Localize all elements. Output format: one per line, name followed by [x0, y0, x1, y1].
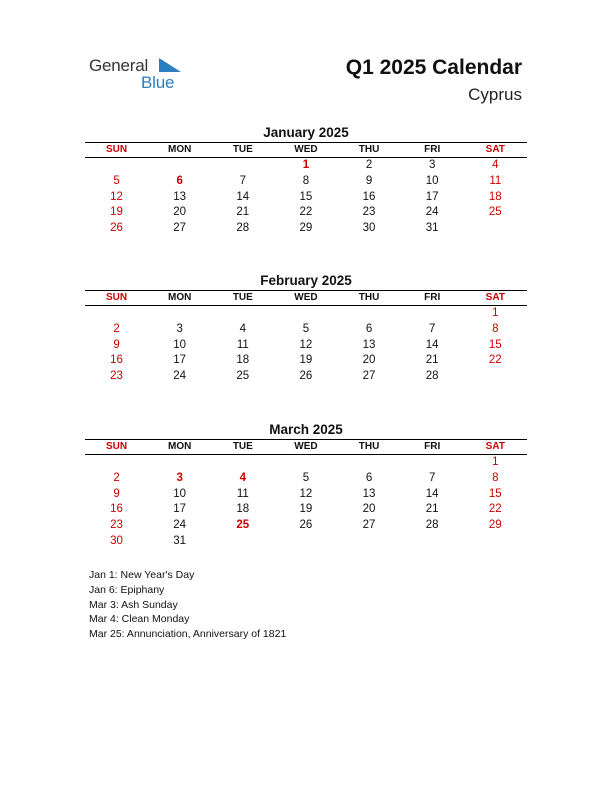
- day-cell: 22: [488, 354, 502, 367]
- weekday-mon: MON: [168, 441, 192, 452]
- day-cell: 17: [425, 190, 439, 203]
- day-cell: 16: [110, 354, 123, 367]
- day-cell: 11: [236, 338, 249, 351]
- day-cell: 14: [425, 338, 439, 351]
- month-january: [85, 124, 527, 237]
- weekday-thu: THU: [358, 292, 380, 303]
- day-cell: 26: [299, 519, 313, 532]
- day-cell: 26: [299, 370, 313, 383]
- holiday-item: Mar 4: Clean Monday: [89, 613, 190, 626]
- weekday-mon: MON: [168, 292, 192, 303]
- month-title: January 2025: [263, 125, 349, 140]
- day-cell: 1: [492, 307, 499, 319]
- day-cell: 8: [492, 471, 499, 484]
- weekday-header: [85, 439, 527, 455]
- month-grid: [85, 306, 527, 385]
- week-row: [85, 534, 527, 550]
- holiday-list: [89, 568, 529, 646]
- day-cell: 23: [362, 206, 376, 219]
- week-row: [85, 338, 527, 354]
- weekday-header: [85, 290, 527, 306]
- month-february: [85, 272, 527, 385]
- day-cell: 16: [362, 190, 376, 203]
- week-row: [85, 205, 527, 221]
- day-cell: 24: [425, 206, 439, 219]
- day-cell: 29: [299, 222, 313, 235]
- weekday-fri: FRI: [424, 292, 441, 303]
- empty-day-cell: [85, 158, 148, 174]
- empty-day-cell: [274, 455, 337, 471]
- week-row: [85, 487, 527, 503]
- weekday-tue: TUE: [232, 144, 253, 155]
- empty-day-cell: [274, 306, 337, 322]
- day-cell: 6: [176, 174, 183, 187]
- holiday-item: Mar 3: Ash Sunday: [89, 598, 178, 611]
- weekday-fri: FRI: [424, 144, 441, 155]
- empty-day-cell: [211, 534, 274, 550]
- day-cell: 23: [110, 519, 123, 532]
- day-cell: 12: [299, 338, 313, 351]
- day-cell: 19: [299, 354, 313, 367]
- day-cell: 16: [110, 503, 123, 516]
- day-cell: 13: [362, 338, 376, 351]
- week-row: [85, 518, 527, 534]
- weekday-thu: THU: [358, 144, 380, 155]
- day-cell: 18: [236, 354, 250, 367]
- weekday-header: [85, 142, 527, 158]
- week-row: [85, 471, 527, 487]
- day-cell: 20: [173, 206, 187, 219]
- day-cell: 15: [488, 487, 502, 500]
- weekday-tue: TUE: [232, 441, 253, 452]
- day-cell: 2: [365, 159, 373, 171]
- weekday-thu: THU: [358, 441, 380, 452]
- day-cell: 8: [302, 174, 310, 187]
- empty-day-cell: [85, 306, 148, 322]
- day-cell: 25: [488, 206, 502, 219]
- empty-day-cell: [148, 306, 211, 322]
- weekday-wed: WED: [294, 144, 318, 155]
- day-cell: 9: [113, 487, 120, 500]
- month-grid: [85, 158, 527, 237]
- weekday-sat: SAT: [485, 441, 505, 452]
- empty-day-cell: [464, 534, 527, 550]
- day-cell: 5: [302, 471, 310, 484]
- day-cell: 10: [425, 174, 439, 187]
- day-cell: 13: [173, 190, 187, 203]
- month-grid: [85, 455, 527, 550]
- week-row: [85, 369, 527, 385]
- empty-day-cell: [85, 455, 148, 471]
- day-cell: 22: [299, 206, 313, 219]
- day-cell: 9: [113, 338, 120, 351]
- day-cell: 15: [299, 190, 313, 203]
- holiday-item: Jan 6: Epiphany: [89, 583, 165, 596]
- weekday-sun: SUN: [106, 292, 128, 303]
- day-cell: 5: [302, 322, 310, 335]
- day-cell: 4: [239, 322, 247, 335]
- day-cell: 22: [488, 503, 502, 516]
- day-cell: 25: [236, 519, 250, 532]
- empty-day-cell: [464, 221, 527, 237]
- day-cell: 4: [239, 471, 247, 484]
- day-cell: 18: [488, 190, 502, 203]
- day-cell: 28: [236, 222, 250, 235]
- day-cell: 1: [492, 456, 499, 468]
- day-cell: 11: [236, 487, 249, 500]
- month-title: March 2025: [269, 422, 343, 437]
- weekday-wed: WED: [294, 292, 318, 303]
- day-cell: 5: [113, 174, 120, 187]
- day-cell: 6: [365, 322, 373, 335]
- weekday-sun: SUN: [106, 144, 128, 155]
- day-cell: 3: [176, 471, 183, 484]
- day-cell: 20: [362, 503, 376, 516]
- empty-day-cell: [148, 158, 211, 174]
- logo-text-blue: Blue: [141, 73, 175, 92]
- week-row: [85, 353, 527, 369]
- week-row: [85, 190, 527, 206]
- empty-day-cell: [401, 306, 464, 322]
- day-cell: 12: [110, 190, 123, 203]
- day-cell: 6: [365, 471, 373, 484]
- empty-day-cell: [211, 306, 274, 322]
- day-cell: 30: [110, 534, 123, 547]
- week-row: [85, 174, 527, 190]
- empty-day-cell: [148, 455, 211, 471]
- empty-day-cell: [338, 534, 401, 550]
- day-cell: 1: [302, 159, 310, 171]
- day-cell: 19: [299, 503, 313, 516]
- empty-day-cell: [338, 306, 401, 322]
- day-cell: 29: [488, 519, 502, 532]
- day-cell: 31: [425, 222, 439, 235]
- month-title: February 2025: [260, 273, 352, 288]
- day-cell: 14: [236, 190, 250, 203]
- day-cell: 21: [425, 503, 439, 516]
- day-cell: 24: [173, 370, 187, 383]
- day-cell: 4: [492, 159, 499, 171]
- day-cell: 20: [362, 354, 376, 367]
- holiday-item: Mar 25: Annunciation, Anniversary of 1821: [89, 628, 287, 641]
- day-cell: 7: [428, 471, 436, 484]
- empty-day-cell: [211, 158, 274, 174]
- weekday-sun: SUN: [106, 441, 128, 452]
- day-cell: 15: [488, 338, 502, 351]
- day-cell: 11: [489, 174, 502, 187]
- day-cell: 18: [236, 503, 250, 516]
- day-cell: 7: [428, 322, 436, 335]
- day-cell: 2: [113, 322, 120, 335]
- week-row: [85, 158, 527, 174]
- day-cell: 17: [173, 503, 187, 516]
- day-cell: 28: [425, 519, 439, 532]
- day-cell: 21: [425, 354, 439, 367]
- empty-day-cell: [338, 455, 401, 471]
- day-cell: 10: [173, 487, 187, 500]
- day-cell: 10: [173, 338, 187, 351]
- empty-day-cell: [464, 369, 527, 385]
- day-cell: 7: [239, 174, 247, 187]
- week-row: [85, 322, 527, 338]
- day-cell: 13: [362, 487, 376, 500]
- weekday-sat: SAT: [485, 292, 505, 303]
- empty-day-cell: [401, 455, 464, 471]
- day-cell: 2: [113, 471, 120, 484]
- day-cell: 17: [173, 354, 187, 367]
- weekday-wed: WED: [294, 441, 318, 452]
- day-cell: 25: [236, 370, 250, 383]
- day-cell: 12: [299, 487, 313, 500]
- weekday-mon: MON: [168, 144, 192, 155]
- week-row: [85, 455, 527, 471]
- week-row: [85, 221, 527, 237]
- country-name: Cyprus: [468, 85, 522, 104]
- generalblue-logo: [89, 56, 199, 96]
- day-cell: 28: [425, 370, 439, 383]
- day-cell: 19: [110, 206, 123, 219]
- day-cell: 14: [425, 487, 439, 500]
- day-cell: 27: [362, 519, 376, 532]
- logo-flag-icon: [159, 58, 181, 72]
- day-cell: 26: [110, 222, 123, 235]
- holiday-item: Jan 1: New Year's Day: [89, 569, 195, 581]
- day-cell: 31: [173, 534, 187, 547]
- weekday-tue: TUE: [232, 292, 253, 303]
- day-cell: 27: [173, 222, 187, 235]
- day-cell: 27: [362, 370, 376, 383]
- empty-day-cell: [274, 534, 337, 550]
- day-cell: 3: [428, 159, 436, 171]
- day-cell: 30: [362, 222, 376, 235]
- month-march: [85, 421, 527, 550]
- day-cell: 3: [176, 322, 183, 335]
- logo-text-general: General: [89, 56, 149, 75]
- day-cell: 23: [110, 370, 123, 383]
- weekday-sat: SAT: [485, 144, 505, 155]
- weekday-fri: FRI: [424, 441, 441, 452]
- empty-day-cell: [401, 534, 464, 550]
- page-title: Q1 2025 Calendar: [345, 56, 522, 79]
- day-cell: 21: [236, 206, 250, 219]
- week-row: [85, 502, 527, 518]
- empty-day-cell: [211, 455, 274, 471]
- day-cell: 24: [173, 519, 187, 532]
- day-cell: 9: [365, 174, 373, 187]
- day-cell: 8: [492, 322, 499, 335]
- week-row: [85, 306, 527, 322]
